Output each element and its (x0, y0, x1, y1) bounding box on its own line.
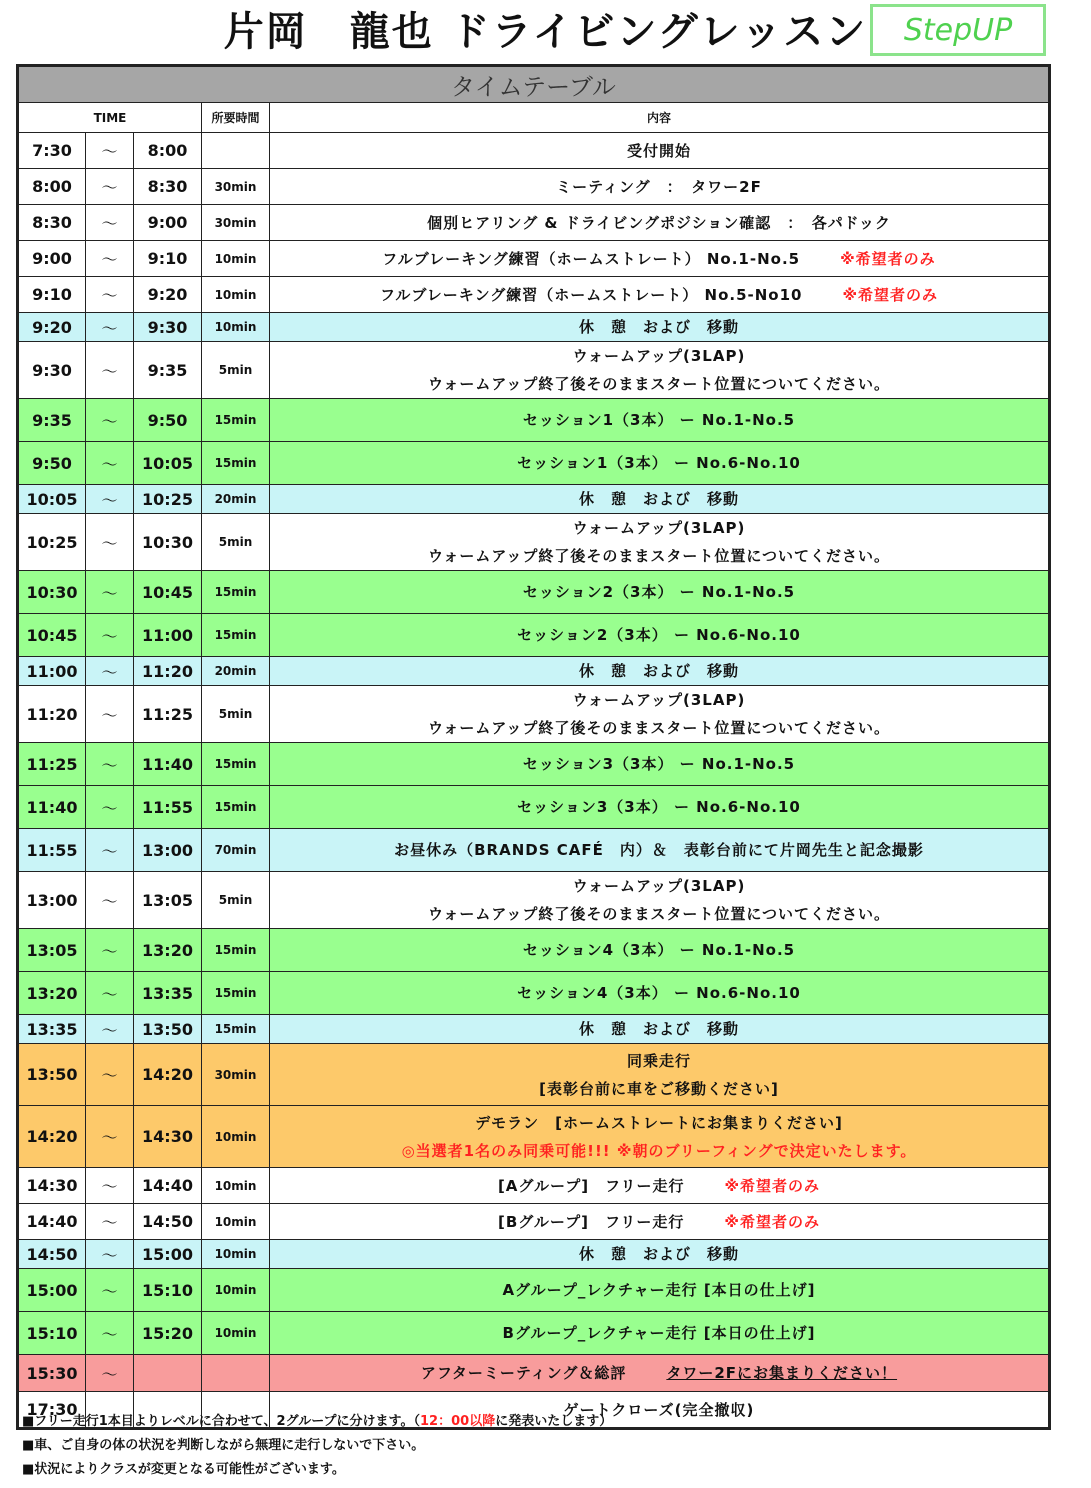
content-text: セッション3（3本） ー No.1-No.5 (522, 755, 796, 773)
duration: 10min (202, 277, 270, 313)
footnote-1 (22, 1410, 612, 1434)
start-time: 15:30 (18, 1355, 86, 1392)
duration: 30min (202, 1044, 270, 1106)
content-text: 個別ヒアリング & ドライビングポジション確認 ： 各パドック (427, 213, 891, 232)
table-row (18, 514, 1050, 571)
duration: 10min (202, 1269, 270, 1312)
content (270, 1312, 1050, 1355)
end-time: 10:45 (134, 571, 202, 614)
content (270, 205, 1050, 241)
duration (202, 1355, 270, 1392)
start-time: 13:20 (18, 972, 86, 1015)
tilde: ～ (86, 1204, 134, 1240)
tilde: ～ (86, 1355, 134, 1392)
footnote-2: ■車、ご自身の体の状況を判断しながら無理に走行しないで下さい。 (22, 1438, 425, 1453)
tilde: ～ (86, 1269, 134, 1312)
start-time: 11:20 (18, 686, 86, 743)
duration (202, 133, 270, 169)
table-row (18, 1269, 1050, 1312)
content-text: 休 憩 および 移動 (578, 1020, 739, 1038)
duration: 20min (202, 657, 270, 686)
table-row (18, 313, 1050, 342)
end-time: 15:00 (134, 1240, 202, 1269)
content (270, 686, 1050, 743)
end-time: 10:25 (134, 485, 202, 514)
content-text: セッション1（3本） ー No.6-No.10 (517, 454, 801, 472)
duration: 15min (202, 972, 270, 1015)
content-text: セッション4（3本） ー No.1-No.5 (522, 941, 796, 959)
tilde: ～ (86, 1312, 134, 1355)
end-time: 13:00 (134, 829, 202, 872)
end-time: 11:25 (134, 686, 202, 743)
duration: 5min (202, 872, 270, 929)
tilde: ～ (86, 1168, 134, 1204)
end-time: 11:20 (134, 657, 202, 686)
footnote-3: ■状況によりクラスが変更となる可能性がございます。 (22, 1462, 345, 1477)
start-time: 13:05 (18, 929, 86, 972)
time-column-header: TIME (18, 103, 202, 133)
duration: 15min (202, 399, 270, 442)
start-time: 14:40 (18, 1204, 86, 1240)
content-text: Bグループ_レクチャー走行 [本日の仕上げ] (502, 1324, 816, 1342)
end-time: 11:00 (134, 614, 202, 657)
start-time: 11:40 (18, 786, 86, 829)
content (270, 829, 1050, 872)
table-row (18, 657, 1050, 686)
duration: 15min (202, 614, 270, 657)
content (270, 442, 1050, 485)
end-time: 8:30 (134, 169, 202, 205)
end-time: 9:35 (134, 342, 202, 399)
table-row (18, 1312, 1050, 1355)
tilde: ～ (86, 1240, 134, 1269)
content-text: 同乗走行 (626, 1051, 691, 1070)
start-time: 13:50 (18, 1044, 86, 1106)
start-time: 15:00 (18, 1269, 86, 1312)
tilde: ～ (86, 929, 134, 972)
table-row (18, 571, 1050, 614)
start-time: 15:10 (18, 1312, 86, 1355)
tilde: ～ (86, 686, 134, 743)
content (270, 571, 1050, 614)
content (270, 657, 1050, 686)
content (270, 1355, 1050, 1392)
note-text: ※希望者のみ (840, 249, 936, 268)
tilde: ～ (86, 514, 134, 571)
table-row (18, 1015, 1050, 1044)
content (270, 342, 1050, 399)
note-text: タワー2Fにお集まりください！ (666, 1364, 898, 1382)
content (270, 1269, 1050, 1312)
duration: 10min (202, 1204, 270, 1240)
content-subtext: ◎当選者1名のみ同乗可能!!! ※朝のブリーフィングで決定いたします。 (401, 1141, 917, 1160)
duration: 10min (202, 241, 270, 277)
content-text: 休 憩 および 移動 (578, 318, 739, 336)
end-time: 11:40 (134, 743, 202, 786)
content-text: セッション2（3本） ー No.1-No.5 (522, 583, 796, 601)
content-text: ウォームアップ(3LAP) (572, 519, 746, 537)
content (270, 1106, 1050, 1168)
duration: 15min (202, 442, 270, 485)
tilde: ～ (86, 614, 134, 657)
duration: 70min (202, 829, 270, 872)
start-time: 9:00 (18, 241, 86, 277)
start-time: 9:10 (18, 277, 86, 313)
end-time: 14:30 (134, 1106, 202, 1168)
table-row (18, 169, 1050, 205)
tilde: ～ (86, 1015, 134, 1044)
table-row (18, 485, 1050, 514)
content (270, 133, 1050, 169)
duration: 10min (202, 313, 270, 342)
tilde: ～ (86, 657, 134, 686)
tilde: ～ (86, 1106, 134, 1168)
end-time: 10:05 (134, 442, 202, 485)
content-text: 休 憩 および 移動 (578, 490, 739, 508)
duration: 30min (202, 169, 270, 205)
content (270, 743, 1050, 786)
content-column-header: 内容 (270, 103, 1050, 133)
start-time: 10:25 (18, 514, 86, 571)
content (270, 514, 1050, 571)
table-row (18, 277, 1050, 313)
start-time: 14:20 (18, 1106, 86, 1168)
duration: 10min (202, 1106, 270, 1168)
start-time: 14:30 (18, 1168, 86, 1204)
content-text: [Aグループ] フリー走行 (497, 1176, 685, 1195)
tilde: ～ (86, 571, 134, 614)
tilde: ～ (86, 313, 134, 342)
tilde: ～ (86, 277, 134, 313)
duration-column-header: 所要時間 (202, 103, 270, 133)
content-text: ウォームアップ(3LAP) (572, 877, 746, 895)
tilde: ～ (86, 872, 134, 929)
content (270, 277, 1050, 313)
table-row (18, 743, 1050, 786)
end-time: 14:40 (134, 1168, 202, 1204)
table-row (18, 133, 1050, 169)
end-time: 10:30 (134, 514, 202, 571)
start-time: 9:20 (18, 313, 86, 342)
tilde: ～ (86, 342, 134, 399)
start-time: 17:30 (18, 1392, 86, 1429)
duration: 15min (202, 1015, 270, 1044)
table-row (18, 686, 1050, 743)
table-row (18, 442, 1050, 485)
content-text: アフターミーティング＆総評 (420, 1364, 627, 1382)
duration: 20min (202, 485, 270, 514)
content (270, 1015, 1050, 1044)
content-subtext: ウォームアップ終了後そのままスタート位置についてください。 (427, 905, 891, 923)
content (270, 972, 1050, 1015)
start-time: 9:50 (18, 442, 86, 485)
timetable-header-row (18, 103, 1050, 133)
timetable-banner: タイムテーブル (18, 66, 1050, 103)
end-time: 13:35 (134, 972, 202, 1015)
start-time: 8:30 (18, 205, 86, 241)
start-time: 11:25 (18, 743, 86, 786)
content-text: お昼休み（BRANDS CAFÉ 内）＆ 表彰台前にて片岡先生と記念撮影 (394, 841, 924, 859)
content-text: 休 憩 および 移動 (578, 662, 739, 680)
content-text: 休 憩 および 移動 (578, 1245, 739, 1263)
end-time: 15:20 (134, 1312, 202, 1355)
tilde: ～ (86, 829, 134, 872)
start-time: 9:35 (18, 399, 86, 442)
content-text: セッション2（3本） ー No.6-No.10 (517, 626, 801, 644)
table-row (18, 342, 1050, 399)
tilde: ～ (86, 241, 134, 277)
tilde: ～ (86, 485, 134, 514)
content-text: ミーティング ： タワー2F (556, 177, 762, 196)
content-text: フルブレーキング練習（ホームストレート） No.1-No.5 (382, 249, 801, 268)
footnote-1-tail: に発表いたします） (495, 1414, 613, 1429)
content-subtext: [表彰台前に車をご移動ください] (539, 1079, 779, 1098)
table-row (18, 829, 1050, 872)
content-text: Aグループ_レクチャー走行 [本日の仕上げ] (502, 1281, 816, 1299)
content-subtext: ウォームアップ終了後そのままスタート位置についてください。 (427, 547, 891, 565)
start-time: 11:55 (18, 829, 86, 872)
tilde: ～ (86, 205, 134, 241)
content-text: ゲートクローズ(完全撤収) (563, 1400, 755, 1419)
start-time: 10:30 (18, 571, 86, 614)
duration: 10min (202, 1168, 270, 1204)
end-time: 13:05 (134, 872, 202, 929)
stepup-badge: StepUP (870, 4, 1046, 56)
content-text: セッション4（3本） ー No.6-No.10 (517, 984, 801, 1002)
end-time: 13:50 (134, 1015, 202, 1044)
content-subtext: ウォームアップ終了後そのままスタート位置についてください。 (427, 375, 891, 393)
content-text: 受付開始 (626, 141, 691, 160)
content (270, 313, 1050, 342)
tilde: ～ (86, 786, 134, 829)
tilde: ～ (86, 442, 134, 485)
tilde: ～ (86, 743, 134, 786)
table-row (18, 205, 1050, 241)
content (270, 1168, 1050, 1204)
content (270, 241, 1050, 277)
table-row (18, 872, 1050, 929)
end-time: 9:20 (134, 277, 202, 313)
duration: 15min (202, 571, 270, 614)
end-time: 13:20 (134, 929, 202, 972)
timetable-banner-row (18, 66, 1050, 103)
footnotes (22, 1410, 612, 1482)
content (270, 872, 1050, 929)
tilde: ～ (86, 133, 134, 169)
start-time: 10:05 (18, 485, 86, 514)
end-time: 8:00 (134, 133, 202, 169)
table-row (18, 241, 1050, 277)
content (270, 786, 1050, 829)
table-row (18, 1240, 1050, 1269)
table-row (18, 399, 1050, 442)
footnote-1-highlight: 12：00以降 (420, 1414, 496, 1429)
content-text: [Bグループ] フリー走行 (498, 1212, 685, 1231)
end-time: 9:00 (134, 205, 202, 241)
tilde: ～ (86, 972, 134, 1015)
duration: 5min (202, 342, 270, 399)
note-text: ※希望者のみ (724, 1176, 821, 1195)
content-text: セッション1（3本） ー No.1-No.5 (522, 411, 796, 429)
start-time: 11:00 (18, 657, 86, 686)
tilde: ～ (86, 169, 134, 205)
duration: 15min (202, 743, 270, 786)
page-title: 片岡 龍也 ドライビングレッスン (223, 9, 868, 55)
timetable (16, 64, 1051, 1430)
tilde: ～ (86, 399, 134, 442)
duration: 10min (202, 1240, 270, 1269)
table-row (18, 786, 1050, 829)
table-row (18, 614, 1050, 657)
content-subtext: ウォームアップ終了後そのままスタート位置についてください。 (427, 719, 891, 737)
table-row (18, 1044, 1050, 1106)
footnote-1-text: ■フリー走行1本目よりレベルに合わせて、2グループに分けます。（ (22, 1414, 421, 1429)
end-time: 15:10 (134, 1269, 202, 1312)
content (270, 1204, 1050, 1240)
content-text: デモラン [ホームストレートにお集まりください] (475, 1113, 843, 1132)
end-time: 14:20 (134, 1044, 202, 1106)
content (270, 169, 1050, 205)
content-text: ウォームアップ(3LAP) (572, 347, 746, 365)
duration: 30min (202, 205, 270, 241)
start-time: 13:00 (18, 872, 86, 929)
content (270, 1044, 1050, 1106)
table-row (18, 972, 1050, 1015)
content (270, 399, 1050, 442)
end-time (134, 1355, 202, 1392)
end-time: 9:10 (134, 241, 202, 277)
note-text: ※希望者のみ (724, 1212, 820, 1231)
table-row (18, 1204, 1050, 1240)
table-row (18, 929, 1050, 972)
start-time: 7:30 (18, 133, 86, 169)
end-time: 9:50 (134, 399, 202, 442)
table-row (18, 1168, 1050, 1204)
content (270, 485, 1050, 514)
duration: 5min (202, 686, 270, 743)
table-row (18, 1355, 1050, 1392)
content (270, 1240, 1050, 1269)
start-time: 13:35 (18, 1015, 86, 1044)
note-text: ※希望者のみ (842, 285, 939, 304)
duration: 5min (202, 514, 270, 571)
table-row (18, 1106, 1050, 1168)
end-time: 9:30 (134, 313, 202, 342)
tilde: ～ (86, 1044, 134, 1106)
content-text: ウォームアップ(3LAP) (572, 691, 746, 709)
content-text: フルブレーキング練習（ホームストレート） No.5-No10 (379, 285, 803, 304)
content (270, 929, 1050, 972)
end-time: 14:50 (134, 1204, 202, 1240)
start-time: 14:50 (18, 1240, 86, 1269)
content-text: セッション3（3本） ー No.6-No.10 (517, 798, 801, 816)
content (270, 614, 1050, 657)
start-time: 9:30 (18, 342, 86, 399)
duration: 15min (202, 786, 270, 829)
duration: 10min (202, 1312, 270, 1355)
end-time: 11:55 (134, 786, 202, 829)
duration: 15min (202, 929, 270, 972)
start-time: 8:00 (18, 169, 86, 205)
start-time: 10:45 (18, 614, 86, 657)
